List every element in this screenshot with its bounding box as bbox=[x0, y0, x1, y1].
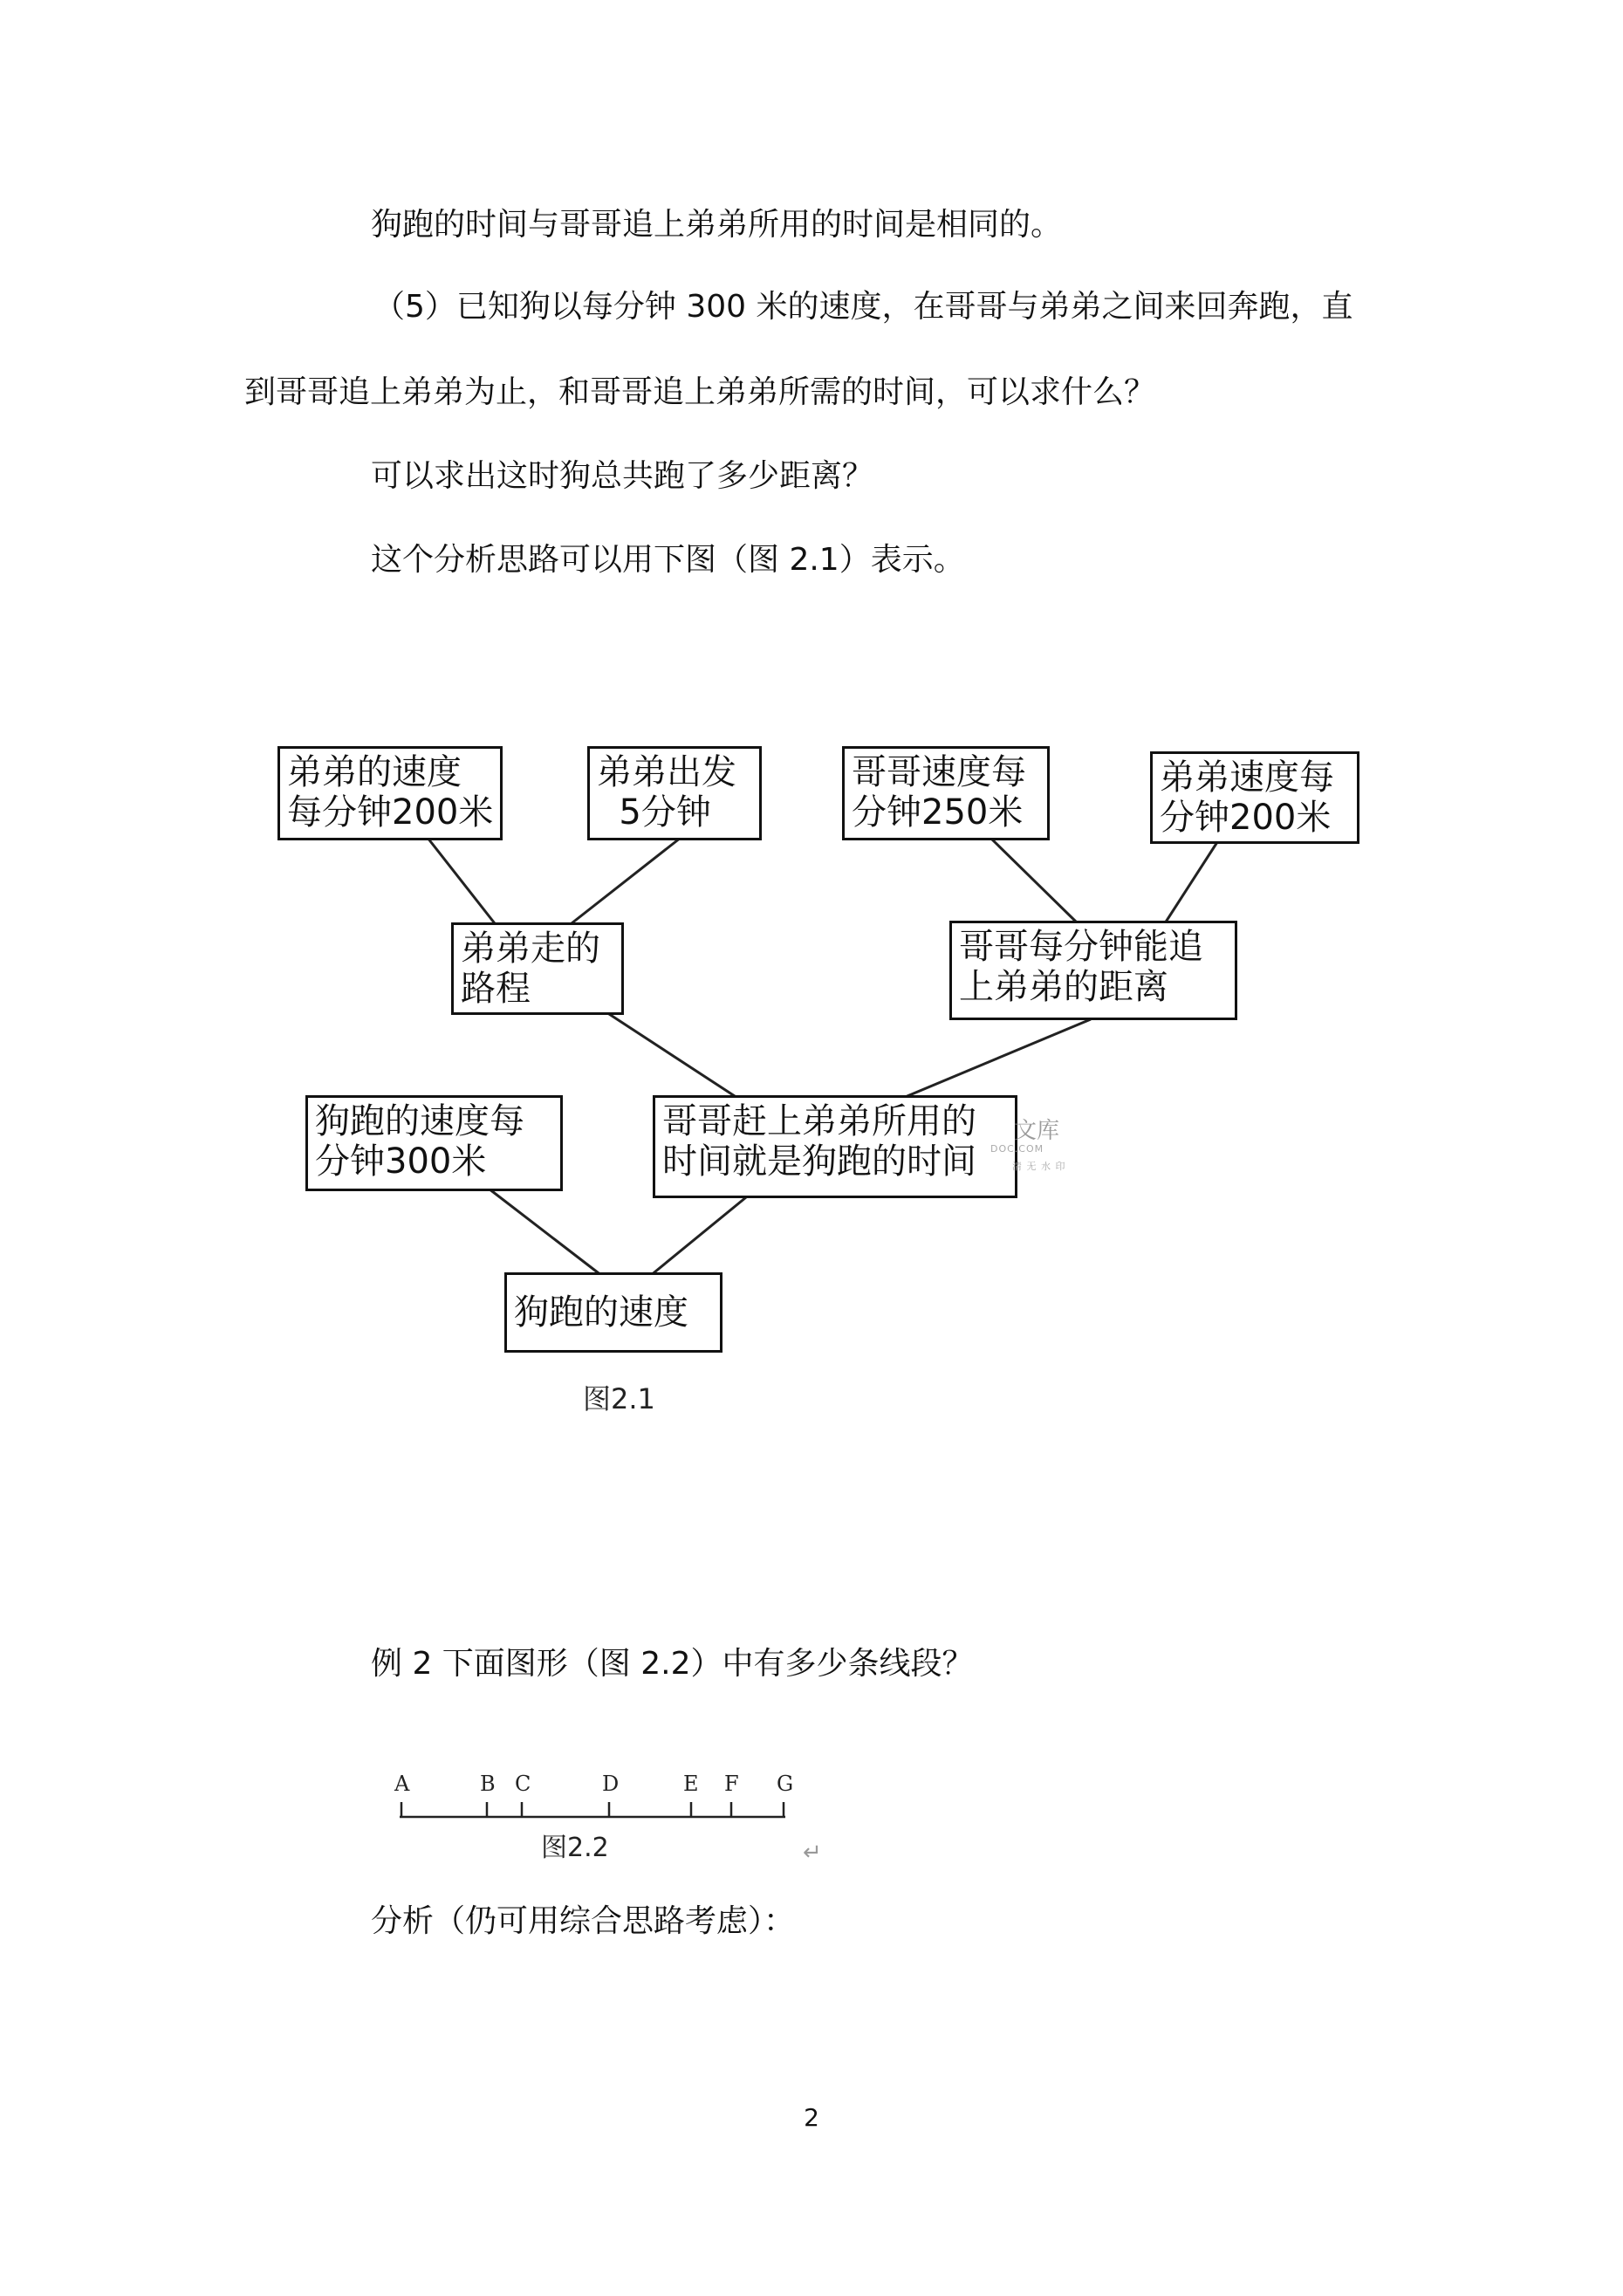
point-label-c: C bbox=[515, 1772, 531, 1796]
connector-line bbox=[567, 838, 681, 927]
figure-caption-2-1: 图2.1 bbox=[583, 1382, 655, 1415]
watermark-url: DOC.COM bbox=[990, 1143, 1044, 1155]
node-younger-brother-speed-2: 弟弟速度每 分钟200米 bbox=[1150, 751, 1359, 844]
page-number: 2 bbox=[804, 2103, 819, 2132]
connector-line bbox=[1165, 842, 1217, 923]
node-dog-speed-given: 狗跑的速度每 分钟300米 bbox=[305, 1095, 563, 1191]
paragraph-question-5-line2: 到哥哥追上弟弟为止，和哥哥追上弟弟所需的时间，可以求什么？ bbox=[244, 374, 1156, 410]
connector-line bbox=[489, 1189, 602, 1276]
point-label-f: F bbox=[724, 1772, 739, 1796]
point-label-b: B bbox=[480, 1772, 496, 1796]
node-younger-brother-start: 弟弟出发 5分钟 bbox=[587, 746, 762, 840]
connector-line bbox=[990, 838, 1078, 923]
point-label-g: G bbox=[777, 1772, 794, 1796]
connector-line bbox=[650, 1197, 746, 1276]
node-elder-brother-speed: 哥哥速度每 分钟250米 bbox=[842, 746, 1050, 840]
connector-line bbox=[428, 838, 497, 927]
node-younger-brother-distance: 弟弟走的 路程 bbox=[451, 922, 624, 1015]
paragraph-question-5-line1: （5）已知狗以每分钟 300 米的速度，在哥哥与弟弟之间来回奔跑，直 bbox=[373, 289, 1353, 325]
paragraph-diagram-intro: 这个分析思路可以用下图（图 2.1）表示。 bbox=[371, 542, 965, 578]
point-label-e: E bbox=[683, 1772, 699, 1796]
paragraph-analysis: 分析（仍可用综合思路考虑）： bbox=[371, 1903, 796, 1939]
return-mark-icon: ↵ bbox=[803, 1840, 822, 1866]
paragraph-dog-time: 狗跑的时间与哥哥追上弟弟所用的时间是相同的。 bbox=[371, 207, 1063, 243]
point-label-a: A bbox=[394, 1772, 410, 1796]
watermark-text: 文库 bbox=[1014, 1118, 1060, 1144]
watermark-note: 清 无 水 印 bbox=[1012, 1161, 1066, 1172]
node-catchup-time: 哥哥赶上弟弟所用的 时间就是狗跑的时间 bbox=[653, 1095, 1017, 1198]
node-dog-speed-result: 狗跑的速度 bbox=[504, 1272, 722, 1353]
node-younger-brother-speed: 弟弟的速度 每分钟200米 bbox=[277, 746, 503, 840]
point-label-d: D bbox=[602, 1772, 620, 1796]
connector-line bbox=[903, 1019, 1091, 1098]
node-catchup-per-minute: 哥哥每分钟能追 上弟弟的距离 bbox=[949, 921, 1237, 1020]
connector-line bbox=[606, 1012, 737, 1098]
paragraph-example-2: 例 2 下面图形（图 2.2）中有多少条线段？ bbox=[371, 1646, 974, 1682]
figure-caption-2-2: 图2.2 bbox=[541, 1833, 609, 1863]
paragraph-answer: 可以求出这时狗总共跑了多少距离？ bbox=[371, 458, 874, 494]
